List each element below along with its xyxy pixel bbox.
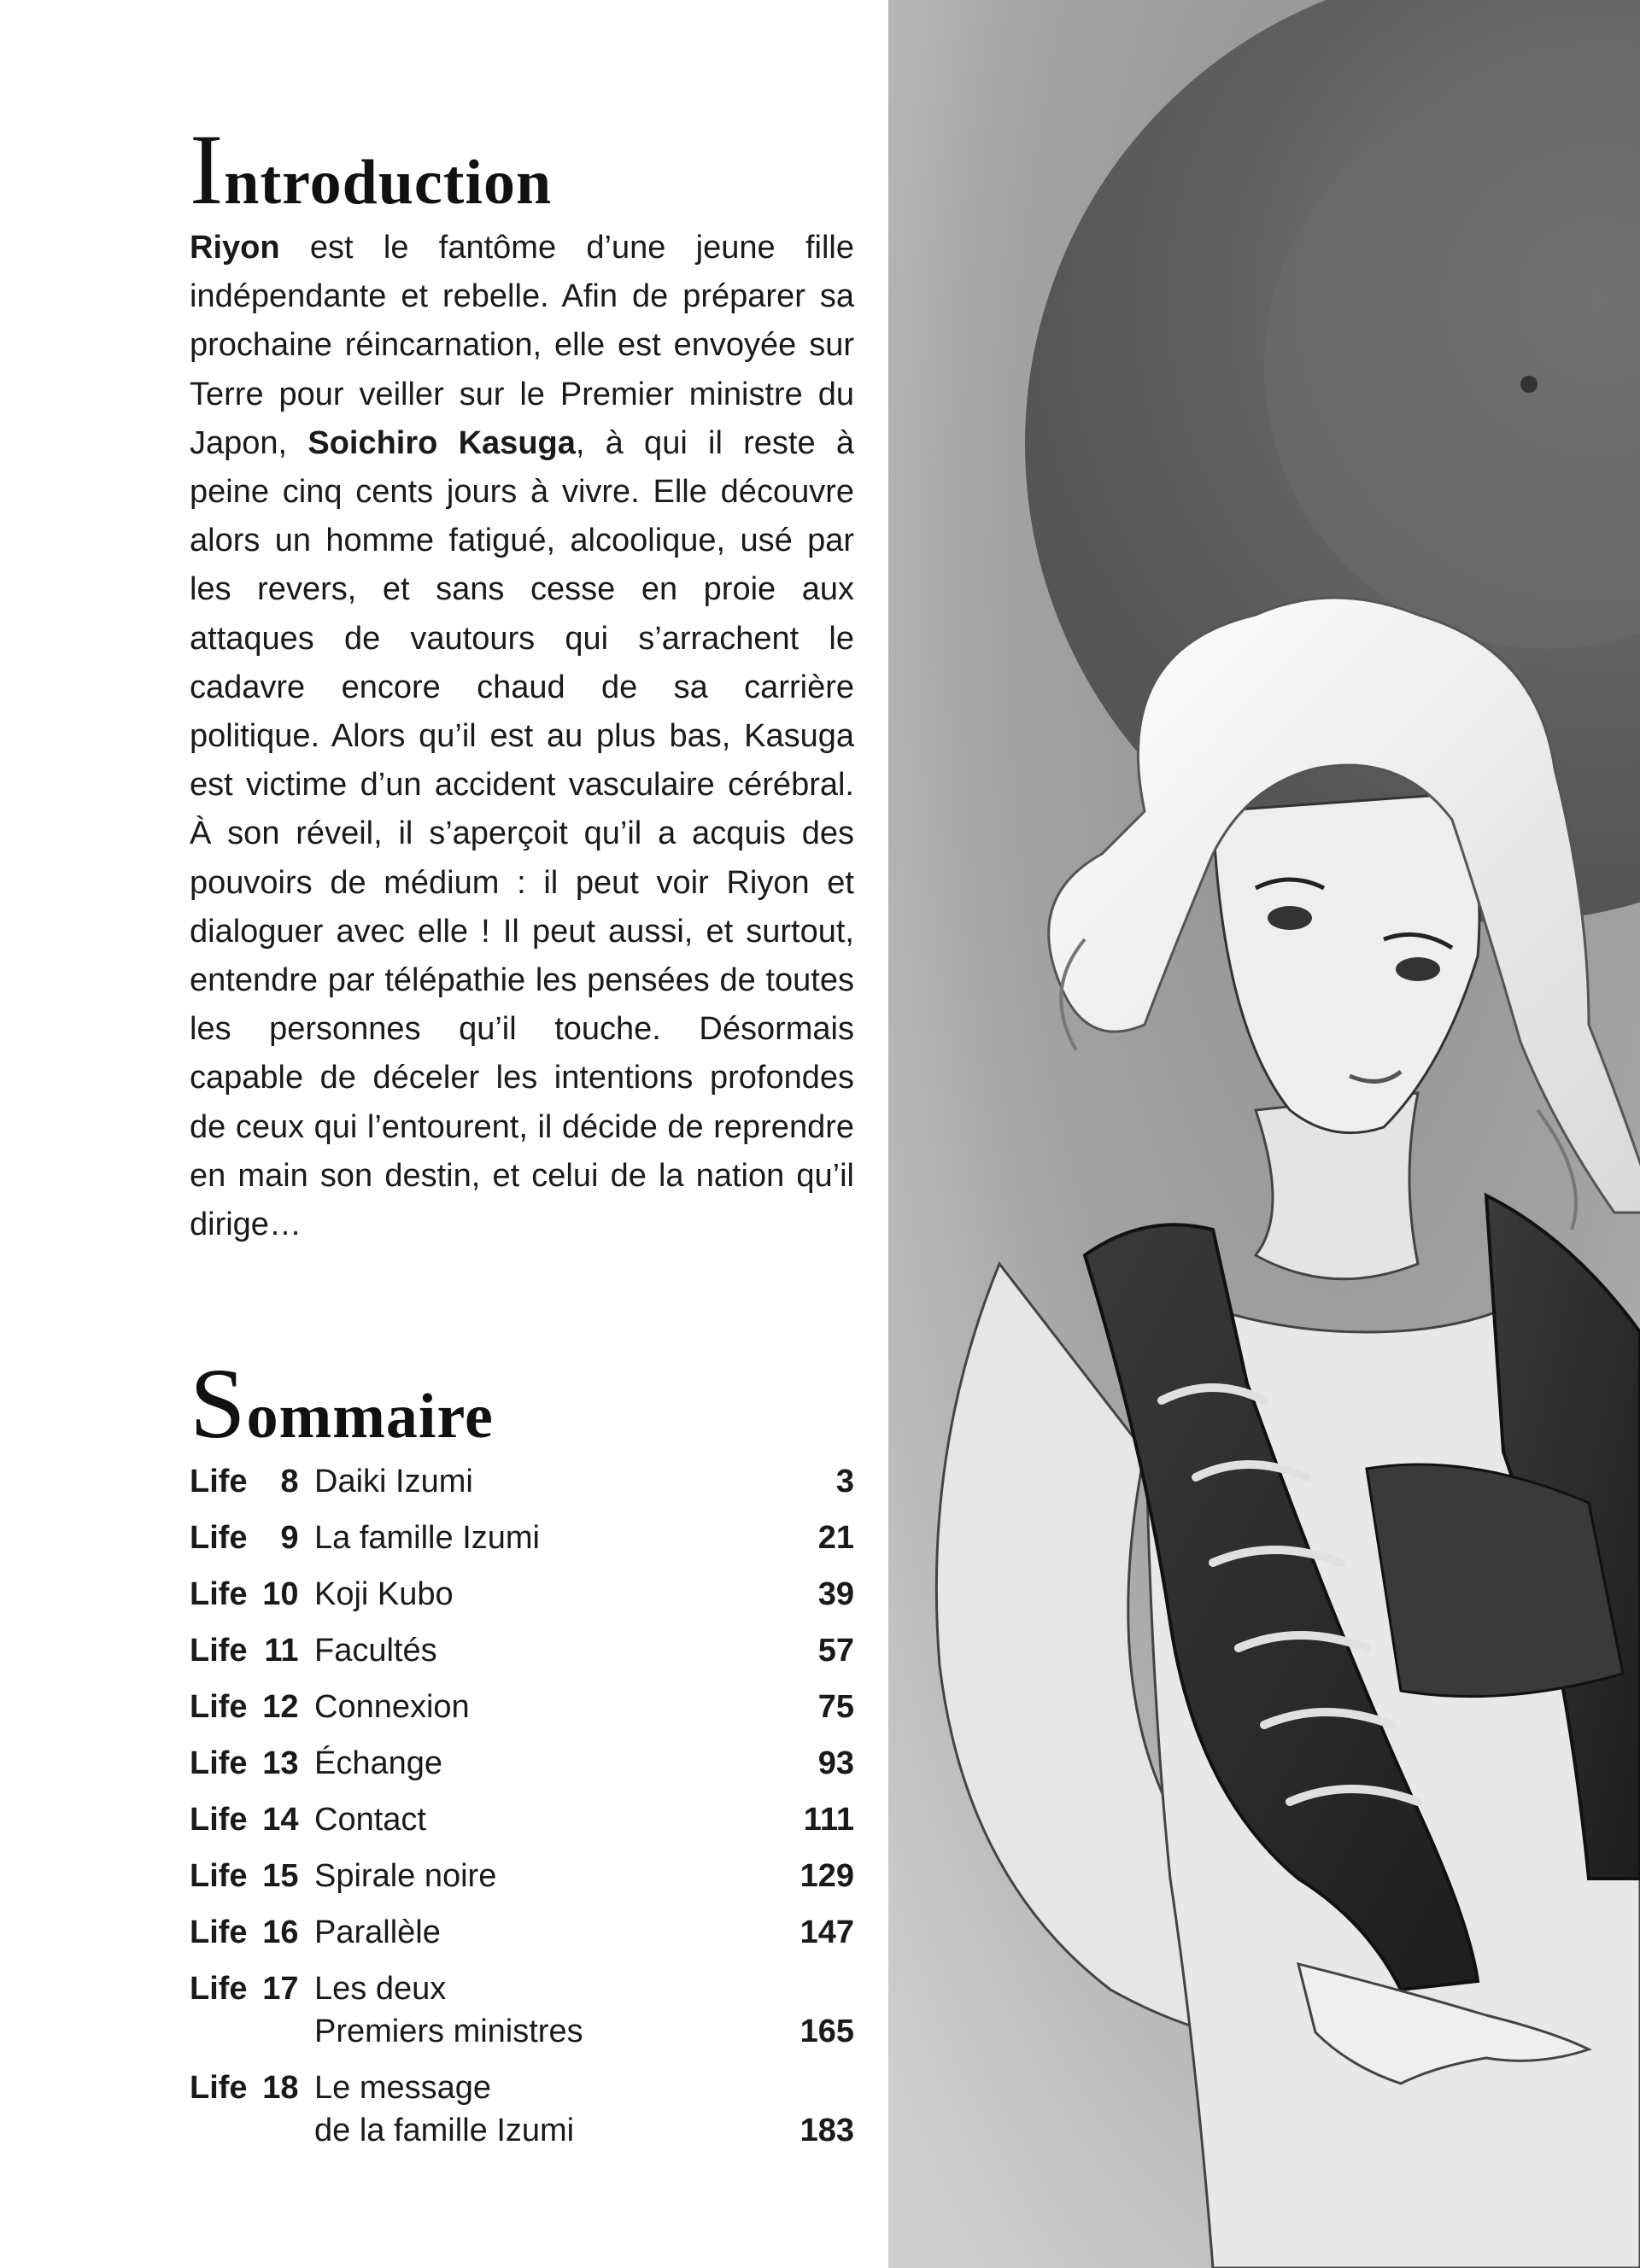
toc-page-number: 183 xyxy=(800,2113,854,2148)
toc-entry xyxy=(190,1517,854,1559)
toc-life-word: Life xyxy=(190,1745,248,1781)
toc-title-line-1: Koji Kubo xyxy=(314,1576,454,1612)
intro-text-part-1: est le fantôme d’une jeune fille indépendante et rebelle. Afin de préparer sa prochaine réincarnation, elle est envoyée sur Terre pour veiller sur le Premier ministre du Japon, xyxy=(190,230,854,461)
toc-entry xyxy=(190,1911,854,1954)
toc-page-number: 21 xyxy=(817,1520,854,1556)
toc-page-number: 147 xyxy=(800,1914,854,1950)
toc-page-number: 93 xyxy=(817,1745,854,1781)
toc-entry xyxy=(190,1855,854,1897)
toc-entry xyxy=(190,1967,854,2053)
toc-page-number: 111 xyxy=(803,1802,854,1838)
toc-page-number: 129 xyxy=(800,1858,854,1894)
toc-life-label xyxy=(190,1911,299,1954)
summary-heading xyxy=(190,1347,494,1459)
toc-chapter-number: 8 xyxy=(280,1464,299,1499)
toc-life-label xyxy=(190,1855,299,1897)
toc-chapter-number: 10 xyxy=(262,1576,299,1612)
toc-page-number: 39 xyxy=(817,1576,854,1612)
toc-title-line-1: Échange xyxy=(314,1745,443,1781)
toc-entry xyxy=(190,1629,854,1672)
toc-life-label xyxy=(190,1798,299,1841)
toc-life-label xyxy=(190,1573,299,1616)
toc-chapter-number: 11 xyxy=(264,1633,299,1669)
summary-heading-rest: ommaire xyxy=(246,1382,494,1452)
toc-chapter-title xyxy=(314,1798,758,1841)
toc-page-number: 75 xyxy=(817,1689,854,1725)
toc-title-line-1: Facultés xyxy=(314,1633,437,1669)
toc-chapter-title xyxy=(314,1967,758,2053)
toc-life-word: Life xyxy=(190,1914,248,1950)
manga-illustration xyxy=(888,0,1640,2268)
toc-chapter-title xyxy=(314,1629,758,1672)
toc-chapter-number: 17 xyxy=(262,1971,299,2007)
toc-chapter-title xyxy=(314,1911,758,1954)
toc-title-line-1: Connexion xyxy=(314,1689,470,1725)
toc-life-word: Life xyxy=(190,1520,248,1556)
toc-chapter-title xyxy=(314,1855,758,1897)
toc-entry xyxy=(190,1686,854,1728)
toc-chapter-title xyxy=(314,1742,758,1785)
toc-chapter-number: 18 xyxy=(262,2070,299,2106)
toc-entry xyxy=(190,1460,854,1503)
toc-chapter-number: 14 xyxy=(262,1802,299,1838)
toc-title-line-1: Daiki Izumi xyxy=(314,1464,473,1499)
toc-chapter-number: 13 xyxy=(262,1745,299,1781)
toc-life-word: Life xyxy=(190,1971,248,2007)
toc-title-line-1: La famille Izumi xyxy=(314,1520,540,1556)
illustration-svg xyxy=(888,0,1640,2268)
toc-chapter-title xyxy=(314,1460,758,1503)
right-eye xyxy=(1396,957,1440,981)
toc-life-word: Life xyxy=(190,1858,248,1894)
toc-title-line-2: Premiers ministres xyxy=(314,2014,583,2049)
toc-life-word: Life xyxy=(190,1576,248,1612)
toc-title-line-1: Les deux xyxy=(314,1971,447,2007)
toc-title-line-1: Spirale noire xyxy=(314,1858,497,1894)
toc-title-line-2: de la famille Izumi xyxy=(314,2113,575,2148)
toc-chapter-number: 12 xyxy=(262,1689,299,1725)
toc-life-word: Life xyxy=(190,1464,248,1499)
toc-chapter-number: 16 xyxy=(262,1914,299,1950)
toc-page-number: 3 xyxy=(835,1464,854,1499)
toc-life-label xyxy=(190,1629,299,1672)
name-kasuga: Soichiro Kasuga xyxy=(308,424,576,461)
summary-heading-initial: S xyxy=(190,1347,247,1459)
introduction-paragraph xyxy=(190,224,854,1249)
toc-chapter-title xyxy=(314,1573,758,1616)
intro-text-part-2: , à qui il reste à peine cinq cents jours à vivre. Elle découvre alors un homme fatigué, alcoolique, usé par les revers, et sans cesse en proie aux attaques de vautours qui s’arrachent le cadavre encore chaud de sa carrière politique. Alors qu’il est au plus bas, Kasuga est victime d’un accident vasculaire cérébral. À son réveil, il s’aperçoit qu’il a acquis des pouvoirs de médium : il peut voir Riyon et dialoguer avec elle ! Il peut aussi, et surtout, entendre par télépathie les pensées de toutes les personnes qu’il touche. Désormais capable de déceler les intentions profondes de ceux qui l’entourent, il décide de reprendre en main son destin, et celui de la nation qu’il dirige… xyxy=(190,424,854,1243)
toc-chapter-title xyxy=(314,1686,758,1728)
toc-entry xyxy=(190,1798,854,1841)
toc-life-label xyxy=(190,1742,299,1785)
toc-life-label xyxy=(190,1517,299,1559)
introduction-heading-initial: I xyxy=(190,114,225,225)
toc-entry xyxy=(190,2066,854,2152)
toc-title-line-1: Parallèle xyxy=(314,1914,441,1950)
table-of-contents xyxy=(190,1460,854,2166)
toc-life-label xyxy=(190,1686,299,1728)
introduction-heading-rest: ntroduction xyxy=(224,148,553,218)
toc-title-line-1: Le message xyxy=(314,2070,492,2106)
toc-life-word: Life xyxy=(190,1689,248,1725)
left-eye xyxy=(1268,906,1312,930)
toc-title-line-1: Contact xyxy=(314,1802,426,1838)
toc-life-word: Life xyxy=(190,2070,248,2106)
toc-page-number: 57 xyxy=(817,1633,854,1669)
toc-chapter-number: 15 xyxy=(262,1858,299,1894)
introduction-heading xyxy=(190,114,553,225)
toc-chapter-title xyxy=(314,2066,758,2152)
toc-life-label xyxy=(190,1967,299,2010)
toc-chapter-number: 9 xyxy=(280,1520,299,1556)
toc-chapter-title xyxy=(314,1517,758,1559)
toc-life-word: Life xyxy=(190,1633,248,1669)
toc-entry xyxy=(190,1742,854,1785)
name-riyon: Riyon xyxy=(190,230,280,266)
toc-life-word: Life xyxy=(190,1802,248,1838)
toc-page-number: 165 xyxy=(800,2014,854,2049)
toc-entry xyxy=(190,1573,854,1616)
toc-life-label xyxy=(190,1460,299,1503)
toc-life-label xyxy=(190,2066,299,2109)
